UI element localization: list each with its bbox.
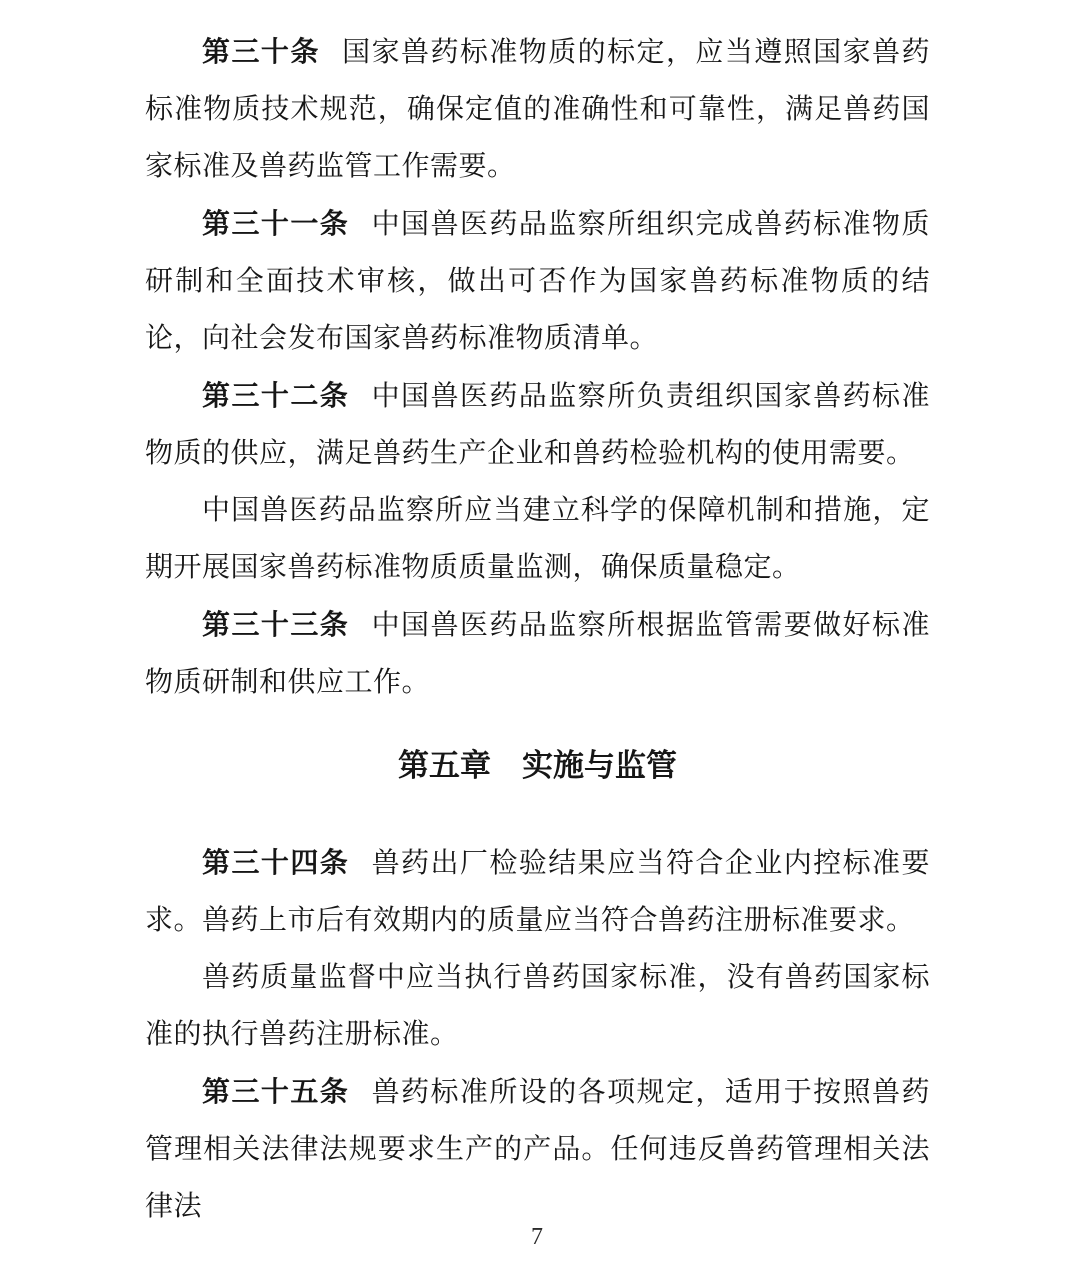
paragraph-text: 中国兽医药品监察所应当建立科学的保障机制和措施，定期开展国家兽药标准物质质量监测，确保质量稳定。 (145, 495, 930, 583)
paragraph-text: 中国兽医药品监察所根据监管需要做好标准物质研制和供应工作。 (145, 610, 930, 698)
article-number: 第三十一条 (202, 208, 350, 239)
article-paragraph (145, 195, 930, 367)
paragraph-text: 中国兽医药品监察所组织完成兽药标准物质研制和全面技术审核，做出可否作为国家兽药标准物质的结论，向社会发布国家兽药标准物质清单。 (145, 209, 930, 354)
paragraph-text: 中国兽医药品监察所负责组织国家兽药标准物质的供应，满足兽药生产企业和兽药检验机构的使用需要。 (145, 381, 930, 469)
page-number: 7 (531, 1224, 543, 1250)
article-paragraph (145, 834, 930, 949)
body-paragraph (145, 949, 930, 1063)
article-number: 第三十二条 (202, 380, 350, 411)
article-paragraph (145, 596, 930, 711)
article-number: 第三十三条 (202, 609, 350, 640)
article-number: 第三十四条 (202, 847, 350, 878)
chapter-heading: 第五章 实施与监管 (398, 748, 677, 783)
paragraph-text: 国家兽药标准物质的标定，应当遵照国家兽药标准物质技术规范，确保定值的准确性和可靠性，满足兽药国家标准及兽药监管工作需要。 (145, 37, 930, 182)
article-number: 第三十五条 (202, 1076, 350, 1107)
article-paragraph (145, 367, 930, 482)
paragraph-text: 兽药标准所设的各项规定，适用于按照兽药管理相关法律法规要求生产的产品。任何违反兽药管理相关法律法 (145, 1077, 930, 1222)
body-paragraph (145, 482, 930, 596)
article-number: 第三十条 (202, 36, 320, 67)
paragraph-text: 兽药质量监督中应当执行兽药国家标准，没有兽药国家标准的执行兽药注册标准。 (145, 962, 930, 1050)
article-paragraph (145, 1063, 930, 1235)
paragraph-text: 兽药出厂检验结果应当符合企业内控标准要求。兽药上市后有效期内的质量应当符合兽药注册标准要求。 (145, 848, 930, 936)
article-paragraph (145, 23, 930, 195)
